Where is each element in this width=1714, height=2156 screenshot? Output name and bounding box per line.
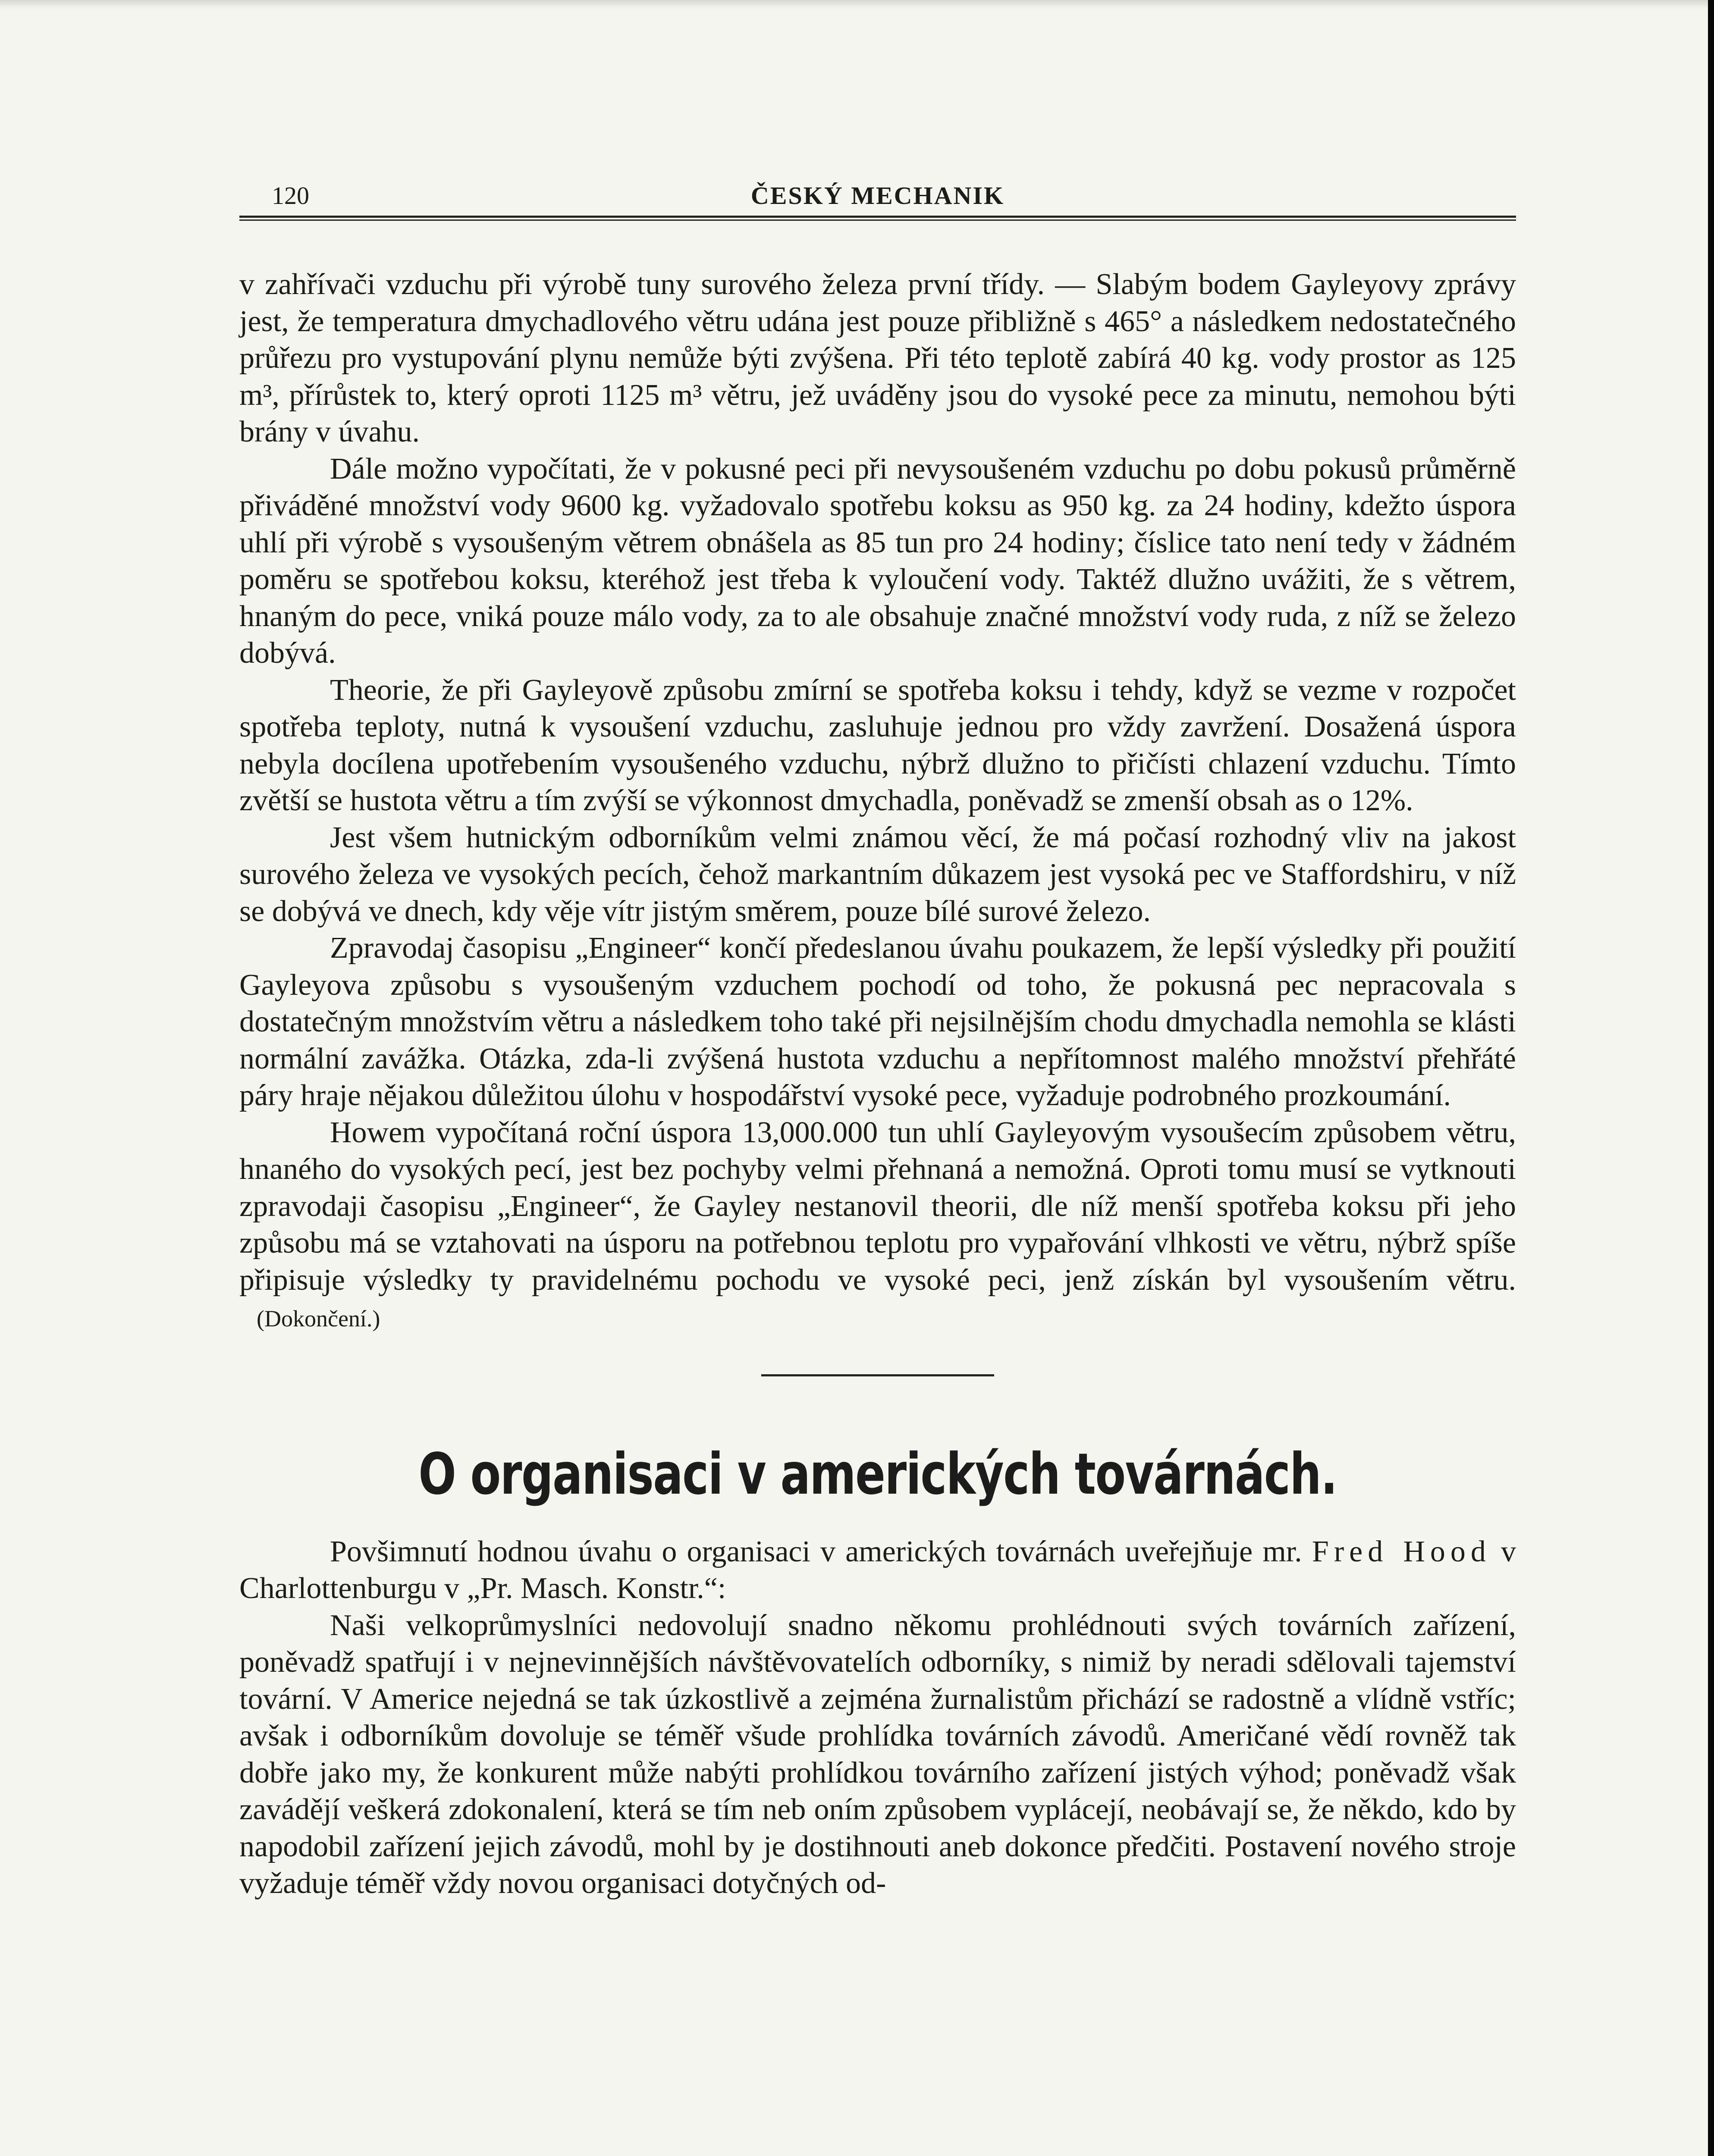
running-title: ČESKÝ MECHANIK bbox=[750, 182, 1005, 210]
page-header bbox=[239, 164, 1516, 211]
paragraph: Zpravodaj časopisu „Engineer“ končí předeslanou úvahu poukazem, že lepší výsledky při použití Gayleyova způsobu s vysoušeným vzduchem pochodí od toho, že pokusná pec nepracovala s dostatečným množstvím větru a následkem toho také při nejsilnějším chodu dmychadla nemohla se klásti normální zavážka. Otázka, zda-li zvýšená hustota vzduchu a nepřítomnost malého množství přehřáté páry hraje nějakou důležitou úlohu v hospodářství vysoké pece, vyžaduje podrobného prozkoumání. bbox=[239, 931, 1516, 1112]
page-number: 120 bbox=[272, 182, 309, 210]
paragraph: Dále možno vypočítati, že v pokusné peci při nevysoušeném vzduchu po dobu pokusů průměrně přiváděné množství vody 9600 kg. vyžadovalo spotřebu koksu as 950 kg. za 24 hodiny, kdežto úspora uhlí při výrobě s vysoušeným větrem obnášela as 85 tun pro 24 hodiny; číslice tato není tedy v žádném poměru se spotřebou koksu, kteréhož jest třeba k vyloučení vody. Taktéž dlužno uvážiti, že s větrem, hnaným do pece, vniká pouze málo vody, za to ale obsahuje značné množství vody ruda, z níž se železo dobývá. bbox=[239, 452, 1516, 670]
paragraph-text: Howem vypočítaná roční úspora 13,000.000 tun uhlí Gayleyovým vysoušecím způsobem větru, hnaného do vysokých pecí, jest bez pochyby velmi přehnaná a nemožná. Oproti tomu musí se vytknouti zpravodaji časopisu „Engineer“, že Gayley nestanovil theorii, dle níž menší spotřeba koksu při jeho způsobu má se vztahovati na úsporu na potřebnou teplotu pro vypařování vlhkosti ve větru, nýbrž spíše připisuje výsledky ty pravidelnému pochodu ve vysoké peci, jenž získán byl vysoušením větru. bbox=[239, 1116, 1516, 1297]
scan-right-edge bbox=[1708, 0, 1714, 2156]
article-title: O organisaci v amerických továrnách. bbox=[418, 1441, 1337, 1507]
new-article bbox=[239, 1533, 1516, 1902]
paragraph: Jest všem hutnickým odborníkům velmi známou věcí, že má počasí rozhodný vliv na jakost surového železa ve vysokých pecích, čehož markantním důkazem jest vysoká pec ve Staffordshiru, v níž se dobývá ve dnech, kdy věje vítr jistým směrem, pouze bílé surové železo. bbox=[239, 821, 1516, 928]
paragraph: v zahřívači vzduchu při výrobě tuny surového železa první třídy. — Slabým bodem Gayleyovy zprávy jest, že temperatura dmychadlového větru udána jest pouze přibližně s 465° a následkem nedostatečného průřezu pro vystupování plynu nemůže býti zvýšena. Při této teplotě zabírá 40 kg. vody prostor as 125 m³, přírůstek to, který oproti 1125 m³ větru, jež uváděny jsou do vysoké pece za minutu, nemohou býti brány v úvahu. bbox=[239, 268, 1516, 448]
paragraph: Theorie, že při Gayleyově způsobu zmírní se spotřeba koksu i tehdy, když se vezme v rozpočet spotřeba teploty, nutná k vysoušení vzduchu, zasluhuje jednou pro vždy zavržení. Dosažená úspora nebyla docílena upotřebením vysoušeného vzduchu, nýbrž dlužno to přičísti chlazení vzduchu. Tímto zvětší se hustota větru a tím zvýší se výkonnost dmychadla, poněvadž se zmenší obsah as o 12%. bbox=[239, 673, 1516, 817]
scan-top-edge bbox=[0, 0, 1714, 9]
paragraph-last bbox=[239, 1114, 1516, 1338]
paragraph: Naši velkoprůmyslníci nedovolují snadno někomu prohlédnouti svých továrních zařízení, poněvadž spatřují i v nejnevinnějších návštěvovatelích odborníky, s nimiž by neradi sdělovali tajemství tovární. V Americe nejedná se tak úzkostlivě a zejména žurnalistům přichází se radostně a vlídně vstříc; avšak i odborníkům dovoluje se téměř všude prohlídka továrních závodů. Američané vědí rovněž tak dobře jako my, že konkurent může nabýti prohlídkou továrního zařízení jistých výhod; poněvadž však zavádějí veškerá zdokonalení, která se tím neb oním způsobem vyplácejí, neobávají se, že někdo, kdo by napodobil zařízení jejich závodů, mohl by je dostihnouti aneb dokonce předčiti. Postavení nového stroje vyžaduje téměř vždy novou organisaci dotyčných od- bbox=[239, 1608, 1516, 1900]
paragraph-text: v Charlottenburgu v „Pr. Masch. Konstr.“: bbox=[239, 1535, 1516, 1605]
paragraph bbox=[239, 1533, 1516, 1607]
document-page bbox=[239, 164, 1516, 1902]
section-divider bbox=[761, 1374, 994, 1376]
author-name: Fred Hood bbox=[1312, 1535, 1491, 1568]
end-marker: (Dokončení.) bbox=[257, 1306, 380, 1332]
continued-article bbox=[239, 266, 1516, 1338]
paragraph-text: Povšimnutí hodnou úvahu o organisaci v amerických továrnách uveřejňuje mr. bbox=[330, 1535, 1302, 1568]
header-rule bbox=[239, 216, 1516, 221]
